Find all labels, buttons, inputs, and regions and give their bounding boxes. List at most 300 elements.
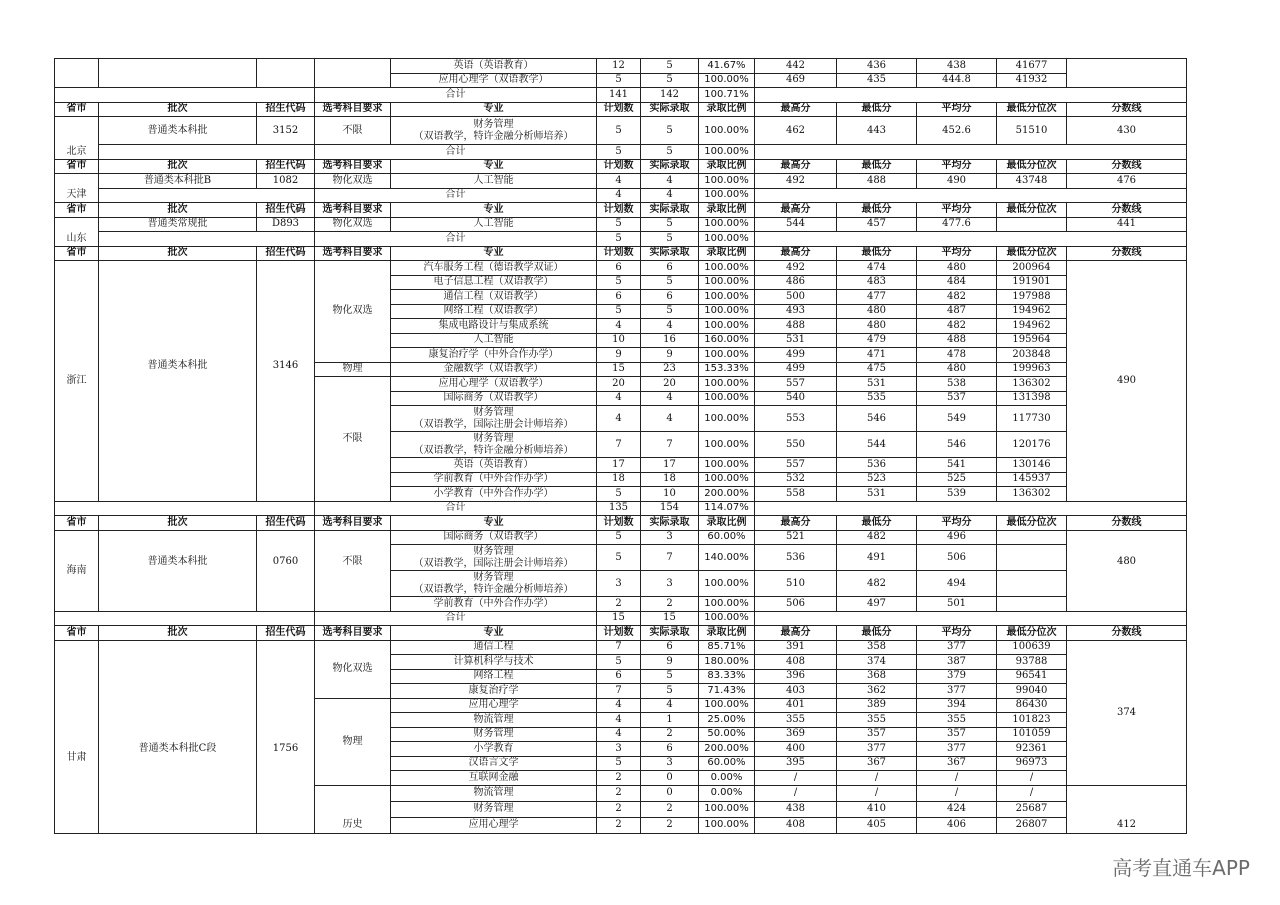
max-score-cell: 557 <box>755 377 837 392</box>
max-score-cell: 536 <box>755 545 837 571</box>
max-score-cell: 391 <box>755 640 837 655</box>
ratio-cell: 140.00% <box>699 545 755 571</box>
max-score-cell: 492 <box>755 261 837 276</box>
subject-cell: 物化双选 <box>315 640 391 698</box>
min-rank-cell <box>997 545 1067 571</box>
max-score-cell: 550 <box>755 432 837 458</box>
total-admitted: 15 <box>641 611 699 626</box>
max-score-cell: 544 <box>755 217 837 232</box>
cell <box>1067 59 1187 88</box>
column-header: 批次 <box>99 626 257 641</box>
column-header: 选考科目要求 <box>315 516 391 531</box>
column-header: 最低分位次 <box>997 246 1067 261</box>
code-cell: 0760 <box>257 530 315 611</box>
column-header: 省市 <box>55 626 99 641</box>
major-cell: 金融数学（双语教学） <box>391 362 597 377</box>
ratio-cell: 60.00% <box>699 756 755 771</box>
cell-text-line: 财务管理 <box>473 118 514 130</box>
column-header: 分数线 <box>1067 102 1187 117</box>
min-score-cell: 389 <box>837 698 917 713</box>
major-cell: 应用心理学 <box>391 698 597 713</box>
min-score-cell: / <box>837 771 917 786</box>
ratio-cell: 100.00% <box>699 406 755 432</box>
avg-score-cell: 482 <box>917 319 997 334</box>
total-admitted: 4 <box>641 188 699 203</box>
cell <box>99 188 315 203</box>
plan-count-cell: 4 <box>597 698 641 713</box>
major-cell: 物流管理 <box>391 785 597 801</box>
major-cell: 学前教育（中外合作办学） <box>391 597 597 612</box>
plan-count-cell: 6 <box>597 261 641 276</box>
max-score-cell: 506 <box>755 597 837 612</box>
admitted-cell: 3 <box>641 756 699 771</box>
avg-score-cell: 377 <box>917 742 997 757</box>
header-row <box>55 159 1187 174</box>
avg-score-cell: 525 <box>917 472 997 487</box>
column-header: 最高分 <box>755 516 837 531</box>
min-rank-cell <box>997 530 1067 545</box>
ratio-cell: 71.43% <box>699 684 755 699</box>
column-header: 招生代码 <box>257 516 315 531</box>
min-score-cell: 546 <box>837 406 917 432</box>
batch-cell: 普通类本科批 <box>99 261 257 502</box>
cell <box>755 501 1187 516</box>
cell <box>755 611 1187 626</box>
max-score-cell: 442 <box>755 59 837 74</box>
min-rank-cell: 197988 <box>997 290 1067 305</box>
major-cell: 财务管理 <box>391 801 597 817</box>
ratio-cell: 100.00% <box>699 290 755 305</box>
avg-score-cell: 506 <box>917 545 997 571</box>
min-score-cell: 523 <box>837 472 917 487</box>
min-rank-cell: 26807 <box>997 817 1067 833</box>
plan-count-cell: 12 <box>597 59 641 74</box>
header-row <box>55 102 1187 117</box>
min-score-cell: 497 <box>837 597 917 612</box>
min-score-cell: 410 <box>837 801 917 817</box>
major-cell: 汉语言文学 <box>391 756 597 771</box>
min-score-cell: 535 <box>837 391 917 406</box>
score-line-cell: 490 <box>1067 261 1187 502</box>
max-score-cell: 557 <box>755 458 837 473</box>
avg-score-cell: 452.6 <box>917 117 997 145</box>
plan-count-cell: 6 <box>597 290 641 305</box>
cell <box>755 145 1187 160</box>
avg-score-cell: 377 <box>917 640 997 655</box>
column-header: 分数线 <box>1067 626 1187 641</box>
avg-score-cell: 406 <box>917 817 997 833</box>
total-admitted: 142 <box>641 88 699 103</box>
batch-cell: 普通类常规批 <box>99 217 257 232</box>
cell-text-line: 财务管理 <box>473 545 514 557</box>
max-score-cell: 355 <box>755 713 837 728</box>
major-cell: 通信工程 <box>391 640 597 655</box>
admitted-cell: 3 <box>641 530 699 545</box>
ratio-cell: 160.00% <box>699 333 755 348</box>
column-header: 最高分 <box>755 246 837 261</box>
admitted-cell: 4 <box>641 406 699 432</box>
max-score-cell: 486 <box>755 275 837 290</box>
plan-count-cell: 2 <box>597 771 641 786</box>
max-score-cell: 462 <box>755 117 837 145</box>
major-cell: 应用心理学（双语教学） <box>391 377 597 392</box>
min-score-cell: 377 <box>837 742 917 757</box>
header-row <box>55 246 1187 261</box>
plan-count-cell: 2 <box>597 817 641 833</box>
admitted-cell: 10 <box>641 487 699 502</box>
avg-score-cell: 501 <box>917 597 997 612</box>
major-cell: 集成电路设计与集成系统 <box>391 319 597 334</box>
min-rank-cell: 120176 <box>997 432 1067 458</box>
min-rank-cell: 99040 <box>997 684 1067 699</box>
column-header: 最低分位次 <box>997 159 1067 174</box>
major-cell: 财务管理 <box>391 727 597 742</box>
avg-score-cell: 488 <box>917 333 997 348</box>
column-header: 平均分 <box>917 626 997 641</box>
total-admitted: 154 <box>641 501 699 516</box>
total-plan: 135 <box>597 501 641 516</box>
column-header: 省市 <box>55 102 99 117</box>
cell-text-line: （双语教学，国际注册会计师培养） <box>413 557 574 569</box>
plan-count-cell: 5 <box>597 655 641 670</box>
max-score-cell: 492 <box>755 174 837 189</box>
column-header: 实际录取 <box>641 626 699 641</box>
max-score-cell: 500 <box>755 290 837 305</box>
avg-score-cell: 549 <box>917 406 997 432</box>
major-cell: 计算机科学与技术 <box>391 655 597 670</box>
admitted-cell: 0 <box>641 785 699 801</box>
column-header: 最低分位次 <box>997 102 1067 117</box>
major-cell: 小学教育（中外合作办学） <box>391 487 597 502</box>
cell <box>55 88 315 103</box>
min-rank-cell: 41677 <box>997 59 1067 74</box>
admitted-cell: 5 <box>641 304 699 319</box>
cell <box>55 501 315 516</box>
major-cell: 应用心理学（双语教学） <box>391 73 597 88</box>
plan-count-cell: 5 <box>597 304 641 319</box>
header-row <box>55 516 1187 531</box>
avg-score-cell: 546 <box>917 432 997 458</box>
column-header: 批次 <box>99 159 257 174</box>
ratio-cell: 100.00% <box>699 275 755 290</box>
plan-count-cell: 4 <box>597 727 641 742</box>
column-header: 平均分 <box>917 102 997 117</box>
ratio-cell: 100.00% <box>699 391 755 406</box>
total-label: 合计 <box>315 232 597 247</box>
min-score-cell: 477 <box>837 290 917 305</box>
min-rank-cell: 96541 <box>997 669 1067 684</box>
column-header: 选考科目要求 <box>315 102 391 117</box>
column-header: 计划数 <box>597 246 641 261</box>
min-rank-cell: 92361 <box>997 742 1067 757</box>
column-header: 实际录取 <box>641 246 699 261</box>
column-header: 专业 <box>391 102 597 117</box>
column-header: 最低分位次 <box>997 203 1067 218</box>
table-row <box>55 59 1187 74</box>
max-score-cell: 400 <box>755 742 837 757</box>
ratio-cell: 200.00% <box>699 487 755 502</box>
column-header: 批次 <box>99 516 257 531</box>
table-row <box>55 174 1187 189</box>
code-cell: 3152 <box>257 117 315 145</box>
min-rank-cell: 136302 <box>997 377 1067 392</box>
column-header: 省市 <box>55 516 99 531</box>
ratio-cell: 100.00% <box>699 801 755 817</box>
major-cell: 电子信息工程（双语教学） <box>391 275 597 290</box>
major-cell <box>391 432 597 458</box>
min-score-cell: 471 <box>837 348 917 363</box>
min-score-cell: 405 <box>837 817 917 833</box>
column-header: 分数线 <box>1067 516 1187 531</box>
column-header: 实际录取 <box>641 516 699 531</box>
min-rank-cell: 96973 <box>997 756 1067 771</box>
avg-score-cell: 424 <box>917 801 997 817</box>
min-rank-cell: 101823 <box>997 713 1067 728</box>
column-header: 最高分 <box>755 102 837 117</box>
column-header: 录取比例 <box>699 516 755 531</box>
max-score-cell: 521 <box>755 530 837 545</box>
plan-count-cell: 7 <box>597 684 641 699</box>
min-rank-cell: 51510 <box>997 117 1067 145</box>
plan-count-cell: 4 <box>597 319 641 334</box>
min-score-cell: 479 <box>837 333 917 348</box>
ratio-cell: 0.00% <box>699 771 755 786</box>
avg-score-cell: / <box>917 785 997 801</box>
min-score-cell: 531 <box>837 377 917 392</box>
column-header: 选考科目要求 <box>315 159 391 174</box>
ratio-cell: 100.00% <box>699 817 755 833</box>
major-cell: 英语（英语教育） <box>391 458 597 473</box>
total-ratio: 114.07% <box>699 501 755 516</box>
avg-score-cell: 394 <box>917 698 997 713</box>
min-rank-cell <box>997 571 1067 597</box>
total-label: 合计 <box>315 145 597 160</box>
column-header: 批次 <box>99 246 257 261</box>
province-cell: 浙江 <box>55 261 99 502</box>
min-rank-cell: 195964 <box>997 333 1067 348</box>
total-row <box>55 611 1187 626</box>
ratio-cell: 100.00% <box>699 117 755 145</box>
admitted-cell: 5 <box>641 117 699 145</box>
total-admitted: 5 <box>641 232 699 247</box>
plan-count-cell: 15 <box>597 362 641 377</box>
min-rank-cell: / <box>997 785 1067 801</box>
min-rank-cell: / <box>997 771 1067 786</box>
table-row <box>55 530 1187 545</box>
avg-score-cell: 387 <box>917 655 997 670</box>
column-header: 选考科目要求 <box>315 246 391 261</box>
major-cell: 人工智能 <box>391 217 597 232</box>
min-score-cell: 482 <box>837 530 917 545</box>
admitted-cell: 5 <box>641 73 699 88</box>
admitted-cell: 2 <box>641 727 699 742</box>
max-score-cell: 532 <box>755 472 837 487</box>
ratio-cell: 83.33% <box>699 669 755 684</box>
column-header: 最低分 <box>837 159 917 174</box>
avg-score-cell: 539 <box>917 487 997 502</box>
plan-count-cell: 4 <box>597 174 641 189</box>
column-header: 实际录取 <box>641 203 699 218</box>
column-header: 平均分 <box>917 246 997 261</box>
score-line-cell: 412 <box>1067 785 1187 834</box>
subject-cell: 物理 <box>315 698 391 785</box>
table-body <box>55 59 1187 834</box>
total-row <box>55 232 1187 247</box>
ratio-cell: 0.00% <box>699 785 755 801</box>
cell-text-line: 财务管理 <box>473 406 514 418</box>
plan-count-cell: 20 <box>597 377 641 392</box>
total-label: 合计 <box>315 88 597 103</box>
score-line-cell: 430 <box>1067 117 1187 145</box>
max-score-cell: 493 <box>755 304 837 319</box>
cell-text-line: （双语教学，特许金融分析师培养） <box>413 444 574 456</box>
subject-cell: 物化双选 <box>315 217 391 232</box>
plan-count-cell: 4 <box>597 391 641 406</box>
avg-score-cell: 494 <box>917 571 997 597</box>
column-header: 计划数 <box>597 626 641 641</box>
column-header: 最低分位次 <box>997 626 1067 641</box>
code-cell: 3146 <box>257 261 315 502</box>
admitted-cell: 20 <box>641 377 699 392</box>
admission-score-table <box>54 58 1187 834</box>
plan-count-cell: 2 <box>597 801 641 817</box>
min-score-cell: 536 <box>837 458 917 473</box>
admitted-cell: 4 <box>641 698 699 713</box>
column-header: 最低分 <box>837 246 917 261</box>
column-header: 省市 <box>55 159 99 174</box>
cell-text-line: 财务管理 <box>473 432 514 444</box>
max-score-cell: 499 <box>755 348 837 363</box>
score-line-cell: 480 <box>1067 530 1187 611</box>
min-score-cell: 443 <box>837 117 917 145</box>
min-score-cell: 362 <box>837 684 917 699</box>
column-header: 分数线 <box>1067 203 1187 218</box>
avg-score-cell: 355 <box>917 713 997 728</box>
admitted-cell: 17 <box>641 458 699 473</box>
admitted-cell: 6 <box>641 290 699 305</box>
avg-score-cell: 490 <box>917 174 997 189</box>
major-cell <box>391 545 597 571</box>
column-header: 平均分 <box>917 516 997 531</box>
min-score-cell: 482 <box>837 571 917 597</box>
cell <box>755 188 1187 203</box>
min-rank-cell: 86430 <box>997 698 1067 713</box>
avg-score-cell: 444.8 <box>917 73 997 88</box>
plan-count-cell: 4 <box>597 713 641 728</box>
column-header: 录取比例 <box>699 102 755 117</box>
column-header: 计划数 <box>597 516 641 531</box>
score-line-cell: 476 <box>1067 174 1187 189</box>
avg-score-cell: 379 <box>917 669 997 684</box>
column-header: 批次 <box>99 203 257 218</box>
column-header: 招生代码 <box>257 246 315 261</box>
major-cell: 小学教育 <box>391 742 597 757</box>
major-cell: 通信工程（双语教学） <box>391 290 597 305</box>
plan-count-cell: 2 <box>597 785 641 801</box>
total-plan: 141 <box>597 88 641 103</box>
max-score-cell: 540 <box>755 391 837 406</box>
admitted-cell: 4 <box>641 319 699 334</box>
min-score-cell: 480 <box>837 319 917 334</box>
avg-score-cell: 357 <box>917 727 997 742</box>
column-header: 实际录取 <box>641 159 699 174</box>
max-score-cell: 408 <box>755 817 837 833</box>
table-row <box>55 261 1187 276</box>
column-header: 最低分位次 <box>997 516 1067 531</box>
cell-text-line: （双语教学，特许金融分析师培养） <box>413 583 574 595</box>
plan-count-cell: 5 <box>597 217 641 232</box>
column-header: 最低分 <box>837 203 917 218</box>
province-cell: 天津 <box>55 174 99 203</box>
ratio-cell: 100.00% <box>699 304 755 319</box>
subject-cell: 不限 <box>315 377 391 502</box>
avg-score-cell: / <box>917 771 997 786</box>
batch-cell: 普通类本科批B <box>99 174 257 189</box>
column-header: 专业 <box>391 626 597 641</box>
avg-score-cell: 482 <box>917 290 997 305</box>
table-row <box>55 640 1187 655</box>
min-score-cell: 475 <box>837 362 917 377</box>
column-header: 专业 <box>391 516 597 531</box>
max-score-cell: 531 <box>755 333 837 348</box>
cell-text-line: 财务管理 <box>473 571 514 583</box>
ratio-cell: 100.00% <box>699 432 755 458</box>
column-header: 专业 <box>391 246 597 261</box>
column-header: 省市 <box>55 203 99 218</box>
min-rank-cell: 136302 <box>997 487 1067 502</box>
admitted-cell: 9 <box>641 655 699 670</box>
min-score-cell: 488 <box>837 174 917 189</box>
admitted-cell: 5 <box>641 669 699 684</box>
major-cell: 互联网金融 <box>391 771 597 786</box>
min-score-cell: 367 <box>837 756 917 771</box>
admitted-cell: 0 <box>641 771 699 786</box>
ratio-cell: 100.00% <box>699 217 755 232</box>
column-header: 招生代码 <box>257 159 315 174</box>
min-rank-cell: 41932 <box>997 73 1067 88</box>
column-header: 选考科目要求 <box>315 626 391 641</box>
total-ratio: 100.00% <box>699 232 755 247</box>
total-ratio: 100.71% <box>699 88 755 103</box>
column-header: 招生代码 <box>257 626 315 641</box>
min-score-cell: 483 <box>837 275 917 290</box>
batch-cell: 普通类本科批C段 <box>99 640 257 834</box>
avg-score-cell: 367 <box>917 756 997 771</box>
admitted-cell: 5 <box>641 684 699 699</box>
admitted-cell: 7 <box>641 545 699 571</box>
ratio-cell: 100.00% <box>699 472 755 487</box>
province-cell: 北京 <box>55 117 99 160</box>
min-rank-cell <box>997 217 1067 232</box>
plan-count-cell: 9 <box>597 348 641 363</box>
ratio-cell: 25.00% <box>699 713 755 728</box>
cell <box>99 59 257 88</box>
plan-count-cell: 6 <box>597 669 641 684</box>
table-row <box>55 217 1187 232</box>
code-cell: 1082 <box>257 174 315 189</box>
total-ratio: 100.00% <box>699 145 755 160</box>
column-header: 计划数 <box>597 203 641 218</box>
min-score-cell: 355 <box>837 713 917 728</box>
avg-score-cell: 477.6 <box>917 217 997 232</box>
avg-score-cell: 496 <box>917 530 997 545</box>
admitted-cell: 16 <box>641 333 699 348</box>
province-cell: 甘肃 <box>55 640 99 834</box>
column-header: 最高分 <box>755 203 837 218</box>
major-cell: 网络工程（双语教学） <box>391 304 597 319</box>
min-rank-cell: 43748 <box>997 174 1067 189</box>
column-header: 录取比例 <box>699 203 755 218</box>
